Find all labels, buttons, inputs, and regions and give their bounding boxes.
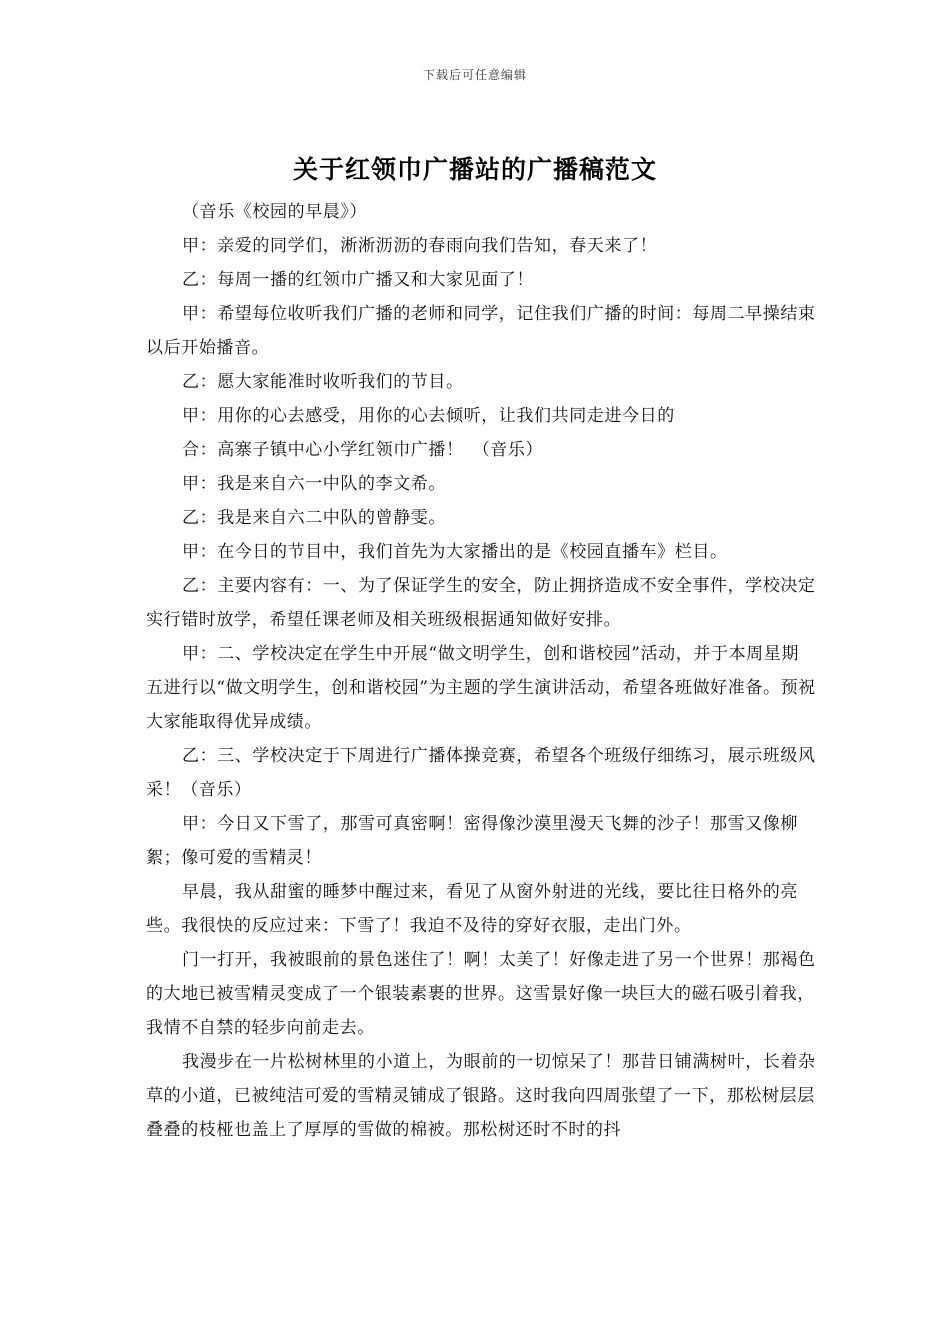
paragraph: 乙：愿大家能准时收听我们的节目。 (182, 372, 464, 392)
paragraph: 我漫步在一片松树林里的小道上，为眼前的一切惊呆了！那昔日铺满树叶，长着杂草的小道，已被纯洁可爱的雪精灵铺成了银路。这时我向四周张望了一下，那松树层层叠叠的枝桠也盖上了厚厚的雪做的棉被。那松树还时不时的抖 (146, 1052, 816, 1140)
paragraph: 甲：希望每位收听我们广播的老师和同学，记住我们广播的时间：每周二早操结束以后开始播音。 (146, 304, 816, 358)
paragraph: 甲：我是来自六一中队的李文希。 (182, 474, 446, 494)
paragraph: 早晨，我从甜蜜的睡梦中醒过来，看见了从窗外射进的光线，要比往日格外的亮些。我很快的反应过来：下雪了！我迫不及待的穿好衣服，走出门外。 (146, 882, 798, 936)
paragraph: 乙：每周一播的红领巾广播又和大家见面了！ (182, 270, 534, 290)
paragraph: 乙：主要内容有：一、为了保证学生的安全，防止拥挤造成不安全事件，学校决定实行错时放学，希望任课老师及相关班级根据通知做好安排。 (146, 576, 816, 630)
paragraph: （音乐《校园的早晨》） (182, 202, 368, 222)
paragraph: 甲：今日又下雪了，那雪可真密啊！密得像沙漠里漫天飞舞的沙子！那雪又像柳絮；像可爱的雪精灵！ (146, 814, 798, 868)
paragraph: 甲：亲爱的同学们，淅淅沥沥的春雨向我们告知，春天来了！ (182, 236, 658, 256)
paragraph: 门一打开，我被眼前的景色迷住了！啊！太美了！好像走进了另一个世界！那褐色的大地已被雪精灵变成了一个银装素裹的世界。这雪景好像一块巨大的磁石吸引着我，我情不自禁的轻步向前走去。 (146, 950, 816, 1038)
paragraph: 合：高寨子镇中心小学红领巾广播！ （音乐） (182, 440, 544, 460)
document-body (146, 195, 816, 1147)
paragraph: 甲：用你的心去感受，用你的心去倾听，让我们共同走进今日的 (182, 406, 675, 426)
paragraph: 甲：在今日的节目中，我们首先为大家播出的是《校园直播车》栏目。 (182, 542, 728, 562)
paragraph: 甲：二、学校决定在学生中开展“做文明学生，创和谐校园”活动，并于本周星期五进行以“做文明学生，创和谐校园”为主题的学生演讲活动，希望各班做好准备。预祝大家能取得优异成绩。 (146, 644, 816, 732)
paragraph: 乙：我是来自六二中队的曾静雯。 (182, 508, 446, 528)
header-note: 下载后可任意编辑 (422, 68, 527, 82)
document-title: 关于红领巾广播站的广播稿范文 (292, 155, 657, 184)
paragraph: 乙：三、学校决定于下周进行广播体操竞赛，希望各个班级仔细练习，展示班级风采！（音乐） (146, 746, 816, 800)
